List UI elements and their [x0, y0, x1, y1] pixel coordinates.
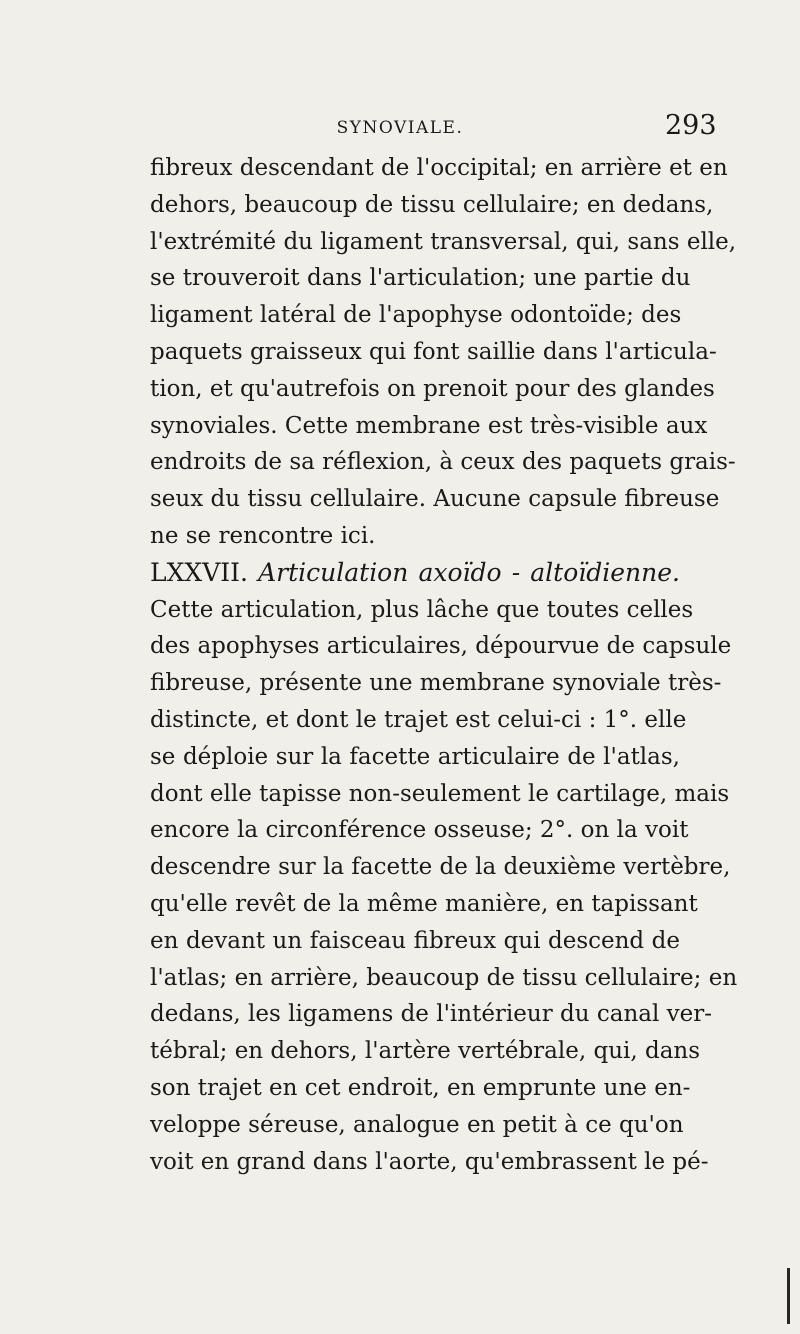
text-line: dehors, beaucoup de tissu cellulaire; en dedans,	[150, 191, 714, 218]
text-line: des apophyses articulaires, dépourvue de capsule	[150, 633, 732, 660]
text-line: distincte, et dont le trajet est celui-ci : 1°. elle	[150, 706, 687, 733]
text-line: paquets graisseux qui font saillie dans l'articula-	[150, 338, 717, 365]
text-line: voit en grand dans l'aorte, qu'embrassent le pé-	[150, 1148, 709, 1175]
binding-edge-mark	[787, 1268, 790, 1324]
text-line: se trouveroit dans l'articulation; une partie du	[150, 265, 691, 292]
text-line: ligament latéral de l'apophyse odontoïde; des	[150, 302, 682, 329]
text-line: fibreuse, présente une membrane synoviale très-	[150, 670, 722, 697]
text-line: son trajet en cet endroit, en emprunte une en-	[150, 1074, 691, 1101]
text-line: l'atlas; en arrière, beaucoup de tissu cellulaire; en	[150, 964, 738, 991]
text-line: tion, et qu'autrefois on prenoit pour des glandes	[150, 375, 715, 402]
text-line: seux du tissu cellulaire. Aucune capsule fibreuse	[150, 486, 720, 513]
section-title: Articulation axoïdo - altoïdienne.	[258, 557, 681, 587]
section-heading	[150, 555, 680, 592]
text-line: se déploie sur la facette articulaire de l'atlas,	[150, 743, 680, 770]
text-line: Cette articulation, plus lâche que toutes celles	[150, 596, 694, 623]
text-line: descendre sur la facette de la deuxième vertèbre,	[150, 854, 731, 881]
body-text	[150, 150, 738, 1180]
section-number: LXXVII.	[150, 557, 248, 587]
running-head: SYNOVIALE.	[336, 118, 464, 138]
text-line: encore la circonférence osseuse; 2°. on la voit	[150, 817, 689, 844]
text-line: ne se rencontre ici.	[150, 522, 376, 549]
page-number: 293	[665, 110, 717, 141]
text-line: qu'elle revêt de la même manière, en tapissant	[150, 890, 698, 917]
text-line: dont elle tapisse non-seulement le cartilage, mais	[150, 780, 730, 807]
text-line: veloppe séreuse, analogue en petit à ce qu'on	[150, 1111, 684, 1138]
text-line: synoviales. Cette membrane est très-visible aux	[150, 412, 708, 439]
text-line: endroits de sa réflexion, à ceux des paquets grais-	[150, 449, 736, 476]
text-line: tébral; en dehors, l'artère vertébrale, qui, dans	[150, 1038, 701, 1065]
text-line: dedans, les ligamens de l'intérieur du canal ver-	[150, 1001, 713, 1028]
text-line: fibreux descendant de l'occipital; en arrière et en	[150, 155, 728, 181]
text-line: l'extrémité du ligament transversal, qui, sans elle,	[150, 228, 737, 255]
text-line: en devant un faisceau fibreux qui descend de	[150, 927, 680, 954]
